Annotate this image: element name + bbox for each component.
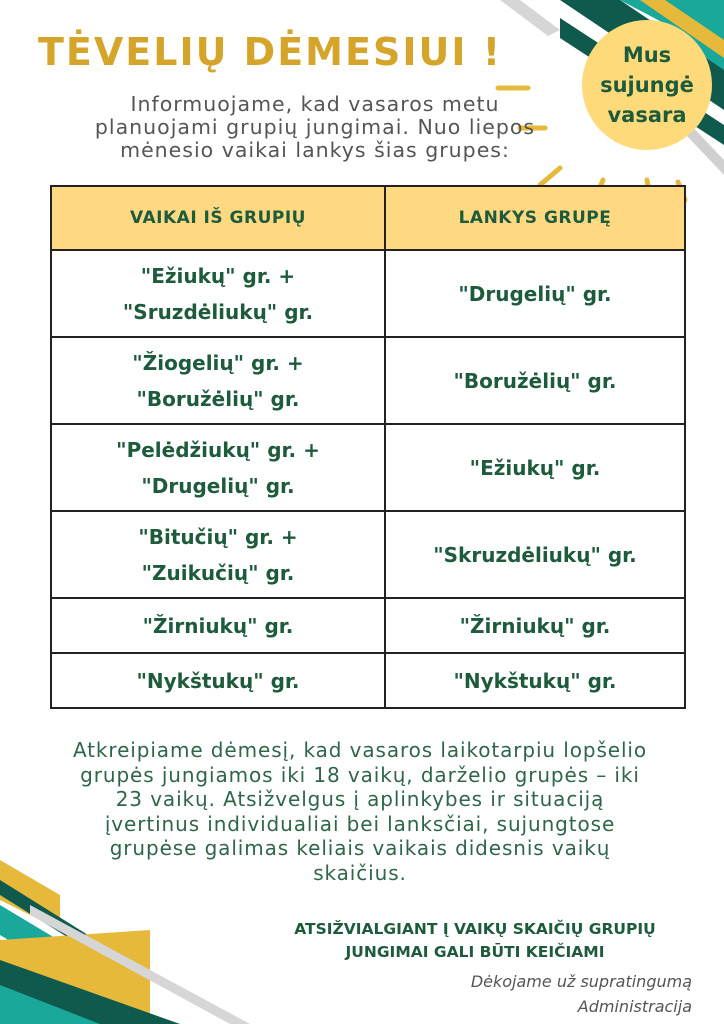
page-title: TĖVELIŲ DĖMESIUI ! xyxy=(38,30,503,74)
warning-line-2: JUNGIMAI GALI BŪTI KEIČIAMI xyxy=(345,943,605,961)
from-groups-cell xyxy=(51,511,385,598)
table-row xyxy=(51,250,685,337)
warning-line-1: ATSIŽVIALGIANT Į VAIKŲ SKAIČIŲ GRUPIŲ xyxy=(294,920,656,938)
from-group-line: "Bitučių" gr. + xyxy=(138,524,298,549)
badge-text: Mus sujungė vasara xyxy=(600,43,694,127)
column-header-to: LANKYS GRUPĘ xyxy=(385,186,685,250)
table-row xyxy=(51,598,685,653)
intro-text: Informuojame, kad vasaros metu planuojami grupių jungimai. Nuo liepos mėnesio vaikai lankys šias grupes: xyxy=(94,92,536,162)
column-header-from: VAIKAI IŠ GRUPIŲ xyxy=(51,186,385,250)
from-group-line: "Sruzdėliukų" gr. xyxy=(122,299,314,324)
table-row xyxy=(51,653,685,708)
table-row xyxy=(51,337,685,424)
from-groups-cell xyxy=(51,424,385,511)
signoff xyxy=(471,969,692,1019)
table-row xyxy=(51,511,685,598)
to-group-cell: "Žirniukų" gr. xyxy=(385,598,685,653)
group-merge-table xyxy=(50,185,686,709)
warning-text xyxy=(260,918,690,964)
from-group-line: "Drugelių" gr. xyxy=(141,473,295,498)
to-group-cell: "Nykštukų" gr. xyxy=(385,653,685,708)
from-group-line: "Ežiukų" gr. + xyxy=(140,263,296,288)
from-groups-cell xyxy=(51,337,385,424)
from-groups-cell: "Nykštukų" gr. xyxy=(51,653,385,708)
from-groups-cell xyxy=(51,250,385,337)
to-group-cell: "Boružėlių" gr. xyxy=(385,337,685,424)
to-group-cell: "Drugelių" gr. xyxy=(385,250,685,337)
to-group-cell: "Skruzdėliukų" gr. xyxy=(385,511,685,598)
to-group-cell: "Ežiukų" gr. xyxy=(385,424,685,511)
summer-badge xyxy=(582,20,712,150)
table-header-row xyxy=(51,186,685,250)
from-groups-cell: "Žirniukų" gr. xyxy=(51,598,385,653)
from-group-line: "Žiogelių" gr. + xyxy=(132,350,304,375)
notice-paragraph: Atkreipiame dėmesį, kad vasaros laikotarpiu lopšelio grupės jungiamos iki 18 vaikų, darželio grupės – iki 23 vaikų. Atsižvelgus į aplinkybes ir situaciją įvertinus individualiai bei lanksčiai, sujungtose grupėse galimas keliais vaikais didesnis vaikų skaičius. xyxy=(72,738,648,885)
from-group-line: "Zuikučių" gr. xyxy=(141,560,295,585)
signature: Administracija xyxy=(577,997,692,1016)
from-group-line: "Pelėdžiukų" gr. + xyxy=(116,437,320,462)
thanks-text: Dėkojame už supratingumą xyxy=(470,972,692,991)
table-row xyxy=(51,424,685,511)
from-group-line: "Boružėlių" gr. xyxy=(136,386,300,411)
